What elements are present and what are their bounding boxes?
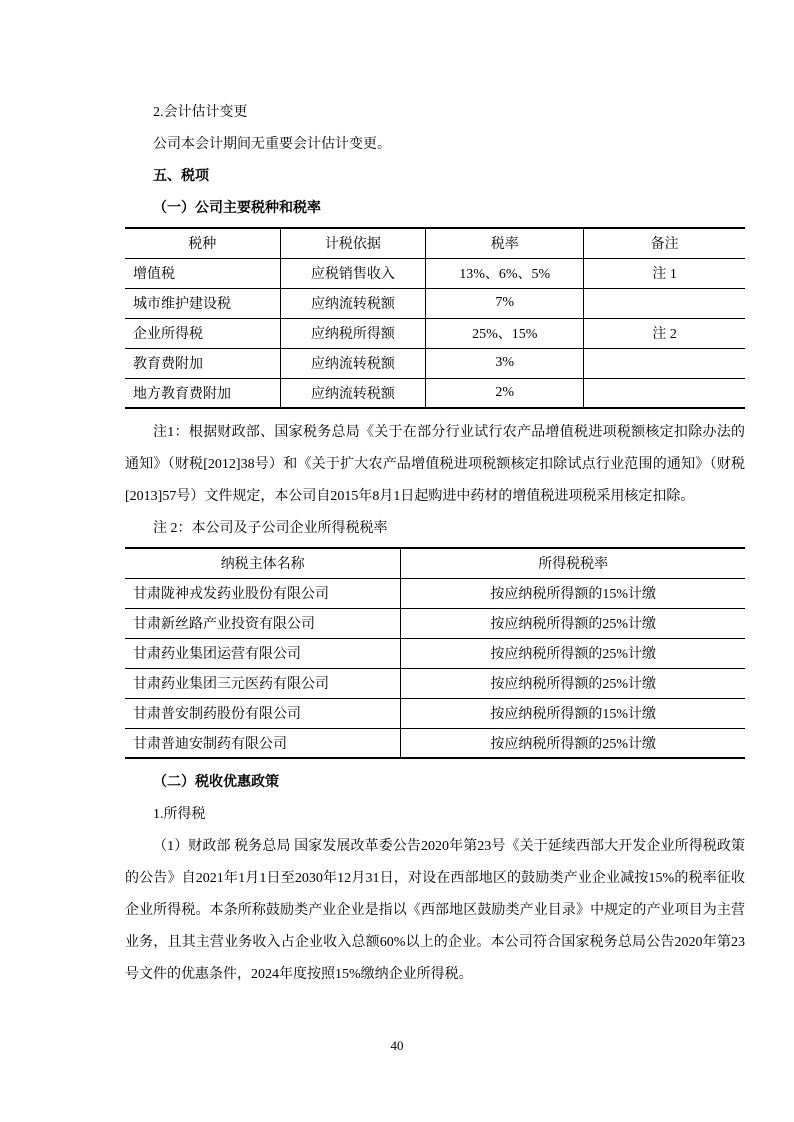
table-cell: 甘肃陇神戎发药业股份有限公司 [125,578,401,608]
table-cell [584,288,745,318]
table-cell: 按应纳税所得额的15%计缴 [401,578,745,608]
table-row [125,258,745,288]
table-row [125,348,745,378]
table-cell: 地方教育费附加 [125,378,280,408]
table-cell: 甘肃普迪安制药有限公司 [125,728,401,758]
table-cell: 企业所得税 [125,318,280,348]
table-cell: 甘肃普安制药股份有限公司 [125,698,401,728]
table-cell: 增值税 [125,258,280,288]
document-page [125,97,745,991]
table-row [125,318,745,348]
table-cell: 应纳流转税额 [280,288,426,318]
income-tax-heading: 1.所得税 [153,807,206,822]
table-row [125,288,745,318]
table-cell: 注 2 [584,318,745,348]
table-cell: 应税销售收入 [280,258,426,288]
table-cell: 应纳流转税额 [280,348,426,378]
table-cell: 按应纳税所得额的25%计缴 [401,608,745,638]
table-cell: 按应纳税所得额的15%计缴 [401,698,745,728]
income-tax-policy-paragraph: （1）财政部 税务总局 国家发展改革委公告2020年第23号《关于延续西部大开发企业所得税政策的公告》自2021年1月1日至2030年12月31日，对设在西部地区的鼓励类产业企业减按15%的税率征收企业所得税。本条所称鼓励类产业企业是指以《西部地区鼓励类产业目录》中规定的产业项目为主营业务，且其主营业务收入占企业收入总额60%以上的企业。本公司符合国家税务总局公告2020年第23号文件的优惠条件，2024年度按照15%缴纳企业所得税。 [125,839,745,982]
note2-heading: 注 2：本公司及子公司企业所得税税率 [153,521,388,536]
table-cell [584,378,745,408]
table-row [125,698,745,728]
tax-section-heading: 五、税项 [153,169,209,184]
table-cell: 教育费附加 [125,348,280,378]
main-tax-rate-table [125,227,745,409]
table-header-cell: 税率 [426,228,584,258]
table-cell: 甘肃药业集团三元医药有限公司 [125,668,401,698]
table-cell: 应纳税所得额 [280,318,426,348]
subsidiary-income-tax-table [125,547,745,759]
accounting-estimate-change-heading: 2.会计估计变更 [153,105,248,120]
table-header-cell: 备注 [584,228,745,258]
tax-subsection-2-heading: （二）税收优惠政策 [153,775,279,790]
table-cell: 按应纳税所得额的25%计缴 [401,668,745,698]
table-row [125,638,745,668]
table-row [125,668,745,698]
page-number: 40 [390,1038,404,1053]
table-header-cell: 所得税税率 [401,548,745,578]
table-cell: 2% [426,378,584,408]
table-header-row [125,228,745,258]
table-cell: 注 1 [584,258,745,288]
table-cell: 城市维护建设税 [125,288,280,318]
table-cell: 7% [426,288,584,318]
table-cell: 25%、15% [426,318,584,348]
table-header-row [125,548,745,578]
table-row [125,608,745,638]
table-header-cell: 纳税主体名称 [125,548,401,578]
table-cell: 13%、6%、5% [426,258,584,288]
table-cell: 3% [426,348,584,378]
tax-subsection-1-heading: （一）公司主要税种和税率 [153,201,321,216]
table-row [125,578,745,608]
table-cell: 按应纳税所得额的25%计缴 [401,638,745,668]
table-cell [584,348,745,378]
table-cell: 甘肃药业集团运营有限公司 [125,638,401,668]
table-cell: 应纳流转税额 [280,378,426,408]
table-row [125,728,745,758]
table-header-cell: 计税依据 [280,228,426,258]
table-cell: 按应纳税所得额的25%计缴 [401,728,745,758]
note1-paragraph: 注1：根据财政部、国家税务总局《关于在部分行业试行农产品增值税进项税额核定扣除办法的通知》（财税[2012]38号）和《关于扩大农产品增值税进项税额核定扣除试点行业范围的通知》（财税[2013]57号）文件规定，本公司自2015年8月1日起购进中药材的增值税进项税采用核定扣除。 [125,425,745,504]
table-row [125,378,745,408]
table-header-cell: 税种 [125,228,280,258]
accounting-estimate-change-body: 公司本会计期间无重要会计估计变更。 [153,137,391,152]
table-cell: 甘肃新丝路产业投资有限公司 [125,608,401,638]
